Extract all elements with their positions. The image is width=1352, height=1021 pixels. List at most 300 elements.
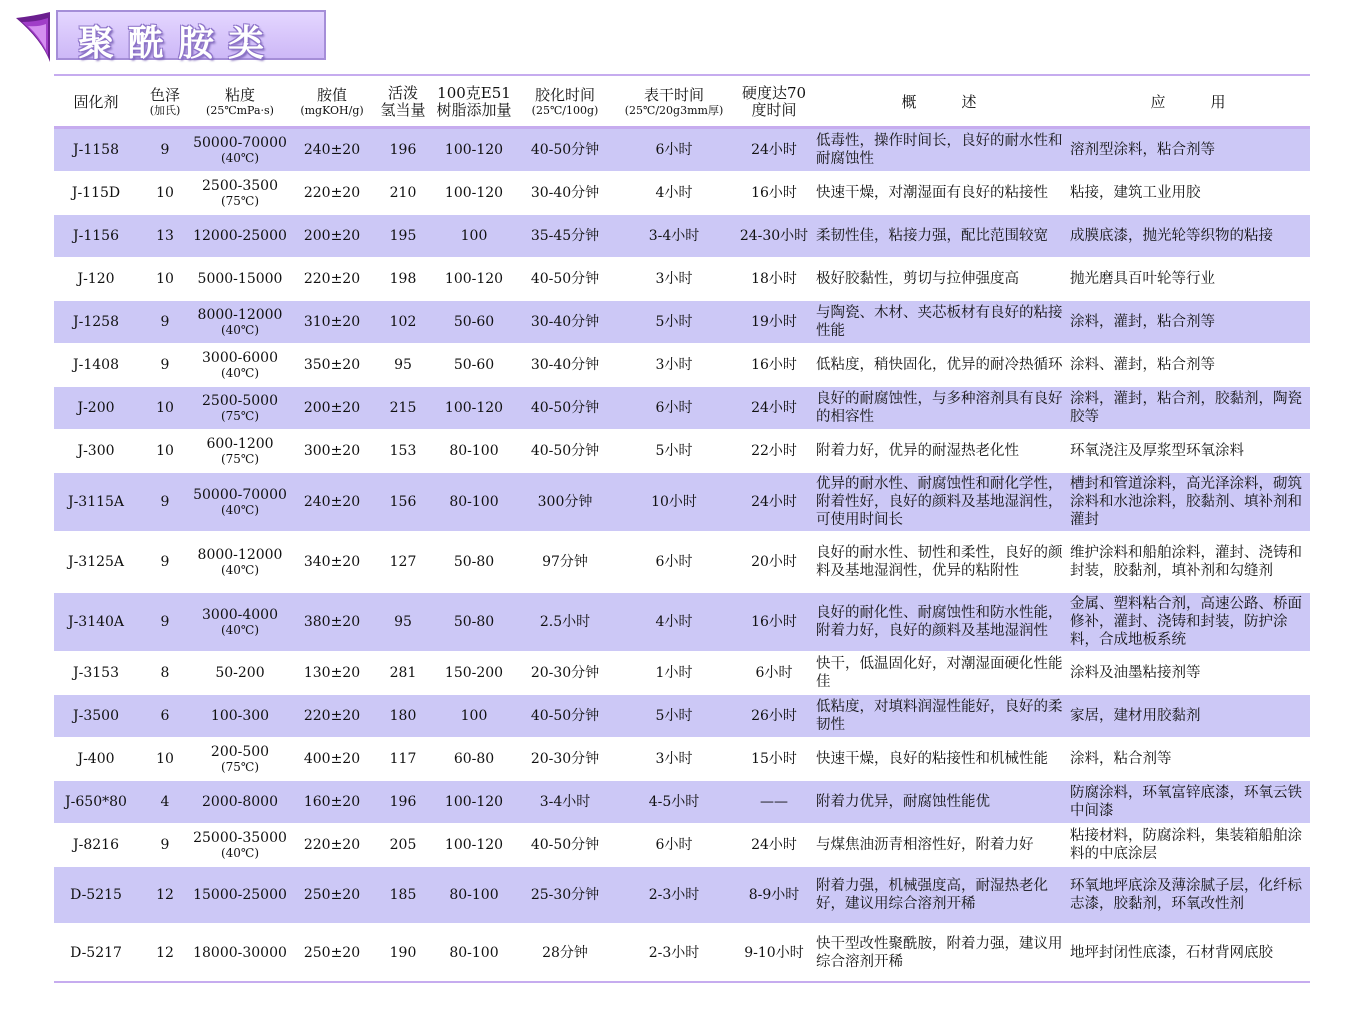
- cell-text: 380±20: [303, 613, 361, 630]
- cell-addition: [430, 738, 518, 780]
- viscosity-condition: (75℃): [220, 759, 260, 774]
- cell-gel-time: [518, 214, 612, 258]
- table-row: [54, 214, 1310, 258]
- cell-application: [1066, 128, 1310, 172]
- viscosity-condition: (40℃): [220, 150, 260, 165]
- cell-text: 80-100: [449, 944, 499, 961]
- cell-active-hydrogen: [376, 532, 430, 592]
- cell-amine-value: [288, 300, 376, 344]
- cell-active-hydrogen: [376, 592, 430, 652]
- cell-text: 50000-70000: [193, 486, 287, 503]
- cell-text: 16小时: [751, 184, 797, 201]
- cell-amine-value: [288, 738, 376, 780]
- cell-text: 良好的耐化性、耐腐蚀性和防水性能，附着力好，良好的颜料及基地湿润性: [816, 604, 1063, 639]
- cell-hardness-time: [736, 386, 812, 430]
- cell-gel-time: [518, 300, 612, 344]
- table-row: [54, 592, 1310, 652]
- cell-description: [812, 532, 1066, 592]
- cell-text: 3-4小时: [539, 793, 591, 810]
- cell-active-hydrogen: [376, 652, 430, 694]
- cell-addition: [430, 258, 518, 300]
- cell-text: 400±20: [303, 750, 361, 767]
- cell-text: 12000-25000: [193, 227, 287, 244]
- cell-dry-time: [612, 128, 736, 172]
- cell-text: 涂料，灌封，粘合剂，胶黏剂，陶瓷胶等: [1070, 390, 1302, 425]
- cell-application: [1066, 694, 1310, 738]
- viscosity-condition: (40℃): [220, 845, 260, 860]
- cell-text: 250±20: [303, 944, 361, 961]
- cell-amine-value: [288, 258, 376, 300]
- cell-text: 10: [156, 184, 174, 201]
- cell-description: [812, 780, 1066, 824]
- cell-viscosity: [192, 652, 288, 694]
- cell-text: 180: [389, 707, 417, 724]
- cell-gel-time: [518, 824, 612, 866]
- cell-viscosity: [192, 172, 288, 214]
- cell-text: 2000-8000: [202, 793, 278, 810]
- cell-addition: [430, 214, 518, 258]
- cell-gel-time: [518, 430, 612, 472]
- cell-text: 6小时: [655, 399, 693, 416]
- cell-description: [812, 472, 1066, 532]
- cell-text: 极好胶黏性，剪切与拉伸强度高: [816, 270, 1019, 287]
- cell-description: [812, 344, 1066, 386]
- cell-application: [1066, 344, 1310, 386]
- table-row: [54, 824, 1310, 866]
- cell-text: 300分钟: [537, 493, 593, 510]
- cell-addition: [430, 866, 518, 924]
- cell-text: 6: [160, 707, 170, 724]
- cell-active-hydrogen: [376, 824, 430, 866]
- cell-application: [1066, 214, 1310, 258]
- cell-hardness-time: [736, 924, 812, 982]
- cell-color: [138, 258, 192, 300]
- cell-text: 涂料，灌封，粘合剂等: [1070, 313, 1215, 330]
- cell-text: 22小时: [751, 442, 797, 459]
- cell-text: 200±20: [303, 399, 361, 416]
- table-row: [54, 344, 1310, 386]
- cell-amine-value: [288, 592, 376, 652]
- cell-text: D-5217: [70, 944, 122, 961]
- header-main-text: 表干时间: [643, 86, 704, 104]
- cell-text: 80-100: [449, 493, 499, 510]
- cell-text: 100-300: [210, 707, 270, 724]
- cell-amine-value: [288, 780, 376, 824]
- cell-text: 8000-12000: [197, 306, 283, 323]
- cell-agent: [54, 214, 138, 258]
- cell-active-hydrogen: [376, 214, 430, 258]
- cell-text: 600-1200: [206, 435, 274, 452]
- cell-active-hydrogen: [376, 128, 430, 172]
- cell-text: J-1408: [73, 356, 119, 373]
- cell-text: J-3115A: [67, 493, 125, 510]
- cell-application: [1066, 300, 1310, 344]
- cell-text: 100-120: [444, 270, 504, 287]
- cell-color: [138, 780, 192, 824]
- cell-text: 15000-25000: [193, 886, 287, 903]
- cell-text: 2500-3500: [202, 177, 278, 194]
- cell-active-hydrogen: [376, 430, 430, 472]
- cell-addition: [430, 344, 518, 386]
- cell-text: 40-50分钟: [530, 399, 600, 416]
- cell-text: 40-50分钟: [530, 270, 600, 287]
- cell-amine-value: [288, 694, 376, 738]
- cell-text: 160±20: [303, 793, 361, 810]
- col-header-color: [138, 78, 192, 128]
- cell-text: 快速干燥，良好的粘接性和机械性能: [816, 750, 1048, 767]
- cell-dry-time: [612, 532, 736, 592]
- cell-description: [812, 128, 1066, 172]
- cell-viscosity: [192, 738, 288, 780]
- cell-addition: [430, 172, 518, 214]
- cell-description: [812, 300, 1066, 344]
- cell-viscosity: [192, 258, 288, 300]
- header-sub-text: 度时间: [751, 101, 797, 119]
- cell-agent: [54, 866, 138, 924]
- cell-text: 2-3小时: [648, 944, 700, 961]
- cell-text: 粘接材料，防腐涂料，集装箱船舶涂料的中底涂层: [1070, 827, 1302, 862]
- col-header-application: [1066, 78, 1310, 128]
- cell-agent: [54, 694, 138, 738]
- cell-text: 117: [389, 750, 417, 767]
- cell-amine-value: [288, 386, 376, 430]
- cell-addition: [430, 430, 518, 472]
- cell-color: [138, 694, 192, 738]
- cell-agent: [54, 532, 138, 592]
- col-header-addition: [430, 78, 518, 128]
- cell-agent: [54, 472, 138, 532]
- cell-agent: [54, 652, 138, 694]
- cell-addition: [430, 924, 518, 982]
- table-row: [54, 924, 1310, 982]
- cell-amine-value: [288, 430, 376, 472]
- cell-text: 300±20: [303, 442, 361, 459]
- cell-text: 9: [160, 493, 170, 510]
- cell-gel-time: [518, 738, 612, 780]
- header-main-text: 100克E51: [437, 84, 511, 102]
- cell-text: 130±20: [303, 664, 361, 681]
- cell-text: 粘接，建筑工业用胶: [1070, 184, 1201, 201]
- table-row: [54, 472, 1310, 532]
- header-sub-text: 树脂添加量: [436, 101, 512, 119]
- cell-addition: [430, 592, 518, 652]
- cell-text: 60-80: [453, 750, 495, 767]
- title-box: [56, 10, 326, 64]
- col-header-hardness-time: [736, 78, 812, 128]
- cell-text: 20小时: [751, 553, 797, 570]
- cell-hardness-time: [736, 172, 812, 214]
- cell-viscosity: [192, 214, 288, 258]
- header-sub-text: (25℃mPa·s): [206, 104, 274, 117]
- cell-text: 4小时: [655, 613, 693, 630]
- header-main-text: 固化剂: [73, 92, 119, 111]
- cell-active-hydrogen: [376, 344, 430, 386]
- cell-text: 25000-35000: [193, 829, 287, 846]
- header-sub-text: (25℃/20g3mm厚): [624, 104, 724, 117]
- cell-text: J-650*80: [65, 793, 127, 810]
- cell-description: [812, 738, 1066, 780]
- cell-text: 30-40分钟: [530, 184, 600, 201]
- cell-agent: [54, 824, 138, 866]
- cell-text: 快干，低温固化好，对潮湿面硬化性能佳: [816, 655, 1063, 690]
- viscosity-condition: (75℃): [220, 193, 260, 208]
- cell-text: 50-60: [453, 313, 495, 330]
- cell-text: 156: [389, 493, 417, 510]
- cell-text: 3小时: [655, 750, 693, 767]
- cell-amine-value: [288, 824, 376, 866]
- cell-text: J-3500: [73, 707, 119, 724]
- cell-text: 100-120: [444, 141, 504, 158]
- cell-color: [138, 300, 192, 344]
- cell-viscosity: [192, 344, 288, 386]
- cell-description: [812, 694, 1066, 738]
- cell-dry-time: [612, 472, 736, 532]
- cell-hardness-time: [736, 258, 812, 300]
- cell-gel-time: [518, 652, 612, 694]
- header-sub-text: (mgKOH/g): [300, 104, 364, 117]
- cell-active-hydrogen: [376, 472, 430, 532]
- cell-text: 100-120: [444, 399, 504, 416]
- cell-dry-time: [612, 652, 736, 694]
- cell-text: 350±20: [303, 356, 361, 373]
- cell-agent: [54, 258, 138, 300]
- cell-hardness-time: [736, 694, 812, 738]
- cell-text: 40-50分钟: [530, 141, 600, 158]
- cell-text: 6小时: [655, 836, 693, 853]
- cell-addition: [430, 472, 518, 532]
- table-row: [54, 128, 1310, 172]
- cell-text: 环氧地坪底涂及薄涂腻子层，化纤标志漆，胶黏剂，环氧改性剂: [1070, 877, 1302, 912]
- col-header-dry-time: [612, 78, 736, 128]
- cell-text: 柔韧性佳，粘接力强，配比范围较宽: [816, 227, 1048, 244]
- cell-active-hydrogen: [376, 386, 430, 430]
- cell-text: 100-120: [444, 793, 504, 810]
- cell-text: 6小时: [655, 141, 693, 158]
- cell-viscosity: [192, 128, 288, 172]
- cell-amine-value: [288, 924, 376, 982]
- cell-text: 185: [389, 886, 417, 903]
- cell-text: 5小时: [655, 707, 693, 724]
- table-row: [54, 866, 1310, 924]
- cell-color: [138, 344, 192, 386]
- cell-amine-value: [288, 172, 376, 214]
- title-banner: [14, 10, 334, 64]
- cell-text: 2-3小时: [648, 886, 700, 903]
- cell-application: [1066, 924, 1310, 982]
- cell-gel-time: [518, 694, 612, 738]
- cell-gel-time: [518, 172, 612, 214]
- viscosity-condition: (75℃): [220, 408, 260, 423]
- table-row: [54, 386, 1310, 430]
- cell-text: 9: [160, 836, 170, 853]
- cell-text: 9: [160, 356, 170, 373]
- cell-color: [138, 592, 192, 652]
- cell-text: 8: [160, 664, 170, 681]
- cell-text: 2.5小时: [539, 613, 591, 630]
- cell-hardness-time: [736, 214, 812, 258]
- cell-hardness-time: [736, 472, 812, 532]
- cell-text: 24小时: [751, 836, 797, 853]
- curing-agent-table: [54, 78, 1310, 983]
- cell-text: 金属、塑料粘合剂，高速公路、桥面修补，灌封、浇铸和封装，防护涂料，合成地板系统: [1070, 595, 1302, 648]
- cell-application: [1066, 258, 1310, 300]
- cell-text: 127: [389, 553, 417, 570]
- cell-text: 成膜底漆，抛光轮等织物的粘接: [1070, 227, 1273, 244]
- cell-text: 24小时: [751, 141, 797, 158]
- cell-text: 281: [389, 664, 417, 681]
- cell-description: [812, 824, 1066, 866]
- cell-active-hydrogen: [376, 172, 430, 214]
- cell-application: [1066, 824, 1310, 866]
- cell-text: 50-200: [215, 664, 265, 681]
- cell-viscosity: [192, 824, 288, 866]
- cell-application: [1066, 592, 1310, 652]
- cell-text: 35-45分钟: [530, 227, 600, 244]
- cell-dry-time: [612, 344, 736, 386]
- cell-dry-time: [612, 386, 736, 430]
- cell-text: 防腐涂料，环氧富锌底漆，环氧云铁中间漆: [1070, 784, 1302, 819]
- cell-text: 190: [389, 944, 417, 961]
- table-row: [54, 258, 1310, 300]
- cell-text: 20-30分钟: [530, 750, 600, 767]
- cell-gel-time: [518, 128, 612, 172]
- cell-text: 102: [389, 313, 417, 330]
- cell-text: 12: [156, 886, 174, 903]
- cell-text: J-3140A: [67, 613, 125, 630]
- cell-text: 95: [394, 613, 412, 630]
- cell-text: 198: [389, 270, 417, 287]
- header-sub-text: (25℃/100g): [531, 104, 599, 117]
- cell-description: [812, 592, 1066, 652]
- cell-viscosity: [192, 430, 288, 472]
- cell-text: 1小时: [655, 664, 693, 681]
- col-header-description: [812, 78, 1066, 128]
- cell-text: 地坪封闭性底漆，石材背网底胶: [1070, 944, 1273, 961]
- cell-text: J-1158: [73, 141, 119, 158]
- cell-dry-time: [612, 430, 736, 472]
- cell-text: 3小时: [655, 356, 693, 373]
- title-swirl-icon: [14, 10, 54, 64]
- cell-text: 9-10小时: [744, 944, 804, 961]
- cell-text: 150-200: [444, 664, 504, 681]
- cell-text: 3000-6000: [202, 349, 278, 366]
- viscosity-condition: (40℃): [220, 622, 260, 637]
- cell-viscosity: [192, 866, 288, 924]
- cell-text: 与煤焦油沥青相溶性好，附着力好: [816, 836, 1034, 853]
- cell-description: [812, 430, 1066, 472]
- cell-text: 210: [389, 184, 417, 201]
- cell-application: [1066, 172, 1310, 214]
- cell-amine-value: [288, 472, 376, 532]
- cell-text: 24-30小时: [739, 227, 809, 244]
- cell-text: 100: [460, 707, 488, 724]
- cell-application: [1066, 430, 1310, 472]
- viscosity-condition: (40℃): [220, 365, 260, 380]
- cell-viscosity: [192, 386, 288, 430]
- cell-text: 240±20: [303, 493, 361, 510]
- cell-viscosity: [192, 924, 288, 982]
- cell-text: 9: [160, 613, 170, 630]
- cell-application: [1066, 472, 1310, 532]
- cell-gel-time: [518, 924, 612, 982]
- cell-text: 5小时: [655, 442, 693, 459]
- header-main-text: 胶化时间: [534, 86, 595, 104]
- cell-text: 20-30分钟: [530, 664, 600, 681]
- cell-text: 6小时: [655, 553, 693, 570]
- cell-dry-time: [612, 300, 736, 344]
- cell-text: 8000-12000: [197, 546, 283, 563]
- cell-application: [1066, 780, 1310, 824]
- cell-amine-value: [288, 214, 376, 258]
- cell-text: 40-50分钟: [530, 836, 600, 853]
- cell-text: 100: [460, 227, 488, 244]
- col-header-active-hydrogen: [376, 78, 430, 128]
- cell-text: 涂料及油墨粘接剂等: [1070, 664, 1201, 681]
- cell-viscosity: [192, 300, 288, 344]
- cell-text: 4: [160, 793, 170, 810]
- cell-dry-time: [612, 866, 736, 924]
- cell-color: [138, 214, 192, 258]
- cell-addition: [430, 300, 518, 344]
- cell-text: 95: [394, 356, 412, 373]
- cell-text: 8-9小时: [748, 886, 800, 903]
- header-main-text: 应 用: [1150, 92, 1226, 111]
- cell-text: J-120: [77, 270, 115, 287]
- cell-agent: [54, 738, 138, 780]
- cell-viscosity: [192, 532, 288, 592]
- cell-dry-time: [612, 824, 736, 866]
- cell-description: [812, 924, 1066, 982]
- cell-dry-time: [612, 924, 736, 982]
- cell-text: 与陶瓷、木材、夹芯板材有良好的粘接性能: [816, 304, 1063, 339]
- cell-gel-time: [518, 344, 612, 386]
- cell-dry-time: [612, 214, 736, 258]
- header-sub-text: (加氏): [149, 104, 181, 117]
- cell-color: [138, 924, 192, 982]
- cell-text: 10: [156, 750, 174, 767]
- cell-addition: [430, 532, 518, 592]
- cell-text: 220±20: [303, 836, 361, 853]
- cell-viscosity: [192, 694, 288, 738]
- cell-text: 28分钟: [542, 944, 588, 961]
- page-title: 聚酰胺类: [78, 23, 279, 64]
- cell-text: 低毒性，操作时间长，良好的耐水性和耐腐蚀性: [816, 132, 1063, 167]
- cell-text: 9: [160, 553, 170, 570]
- cell-text: 97分钟: [542, 553, 588, 570]
- table-row: [54, 532, 1310, 592]
- cell-hardness-time: [736, 780, 812, 824]
- cell-addition: [430, 652, 518, 694]
- cell-application: [1066, 652, 1310, 694]
- cell-agent: [54, 924, 138, 982]
- cell-gel-time: [518, 866, 612, 924]
- cell-color: [138, 172, 192, 214]
- cell-text: 低粘度，稍快固化，优异的耐冷热循环: [816, 356, 1063, 373]
- cell-text: 2500-5000: [202, 392, 278, 409]
- cell-text: 5000-15000: [197, 270, 283, 287]
- cell-color: [138, 652, 192, 694]
- cell-gel-time: [518, 258, 612, 300]
- cell-agent: [54, 592, 138, 652]
- cell-text: 196: [389, 141, 417, 158]
- cell-description: [812, 386, 1066, 430]
- cell-text: 家居，建材用胶黏剂: [1070, 707, 1201, 724]
- cell-text: J-1258: [73, 313, 119, 330]
- cell-addition: [430, 780, 518, 824]
- cell-text: 200±20: [303, 227, 361, 244]
- cell-amine-value: [288, 652, 376, 694]
- cell-color: [138, 824, 192, 866]
